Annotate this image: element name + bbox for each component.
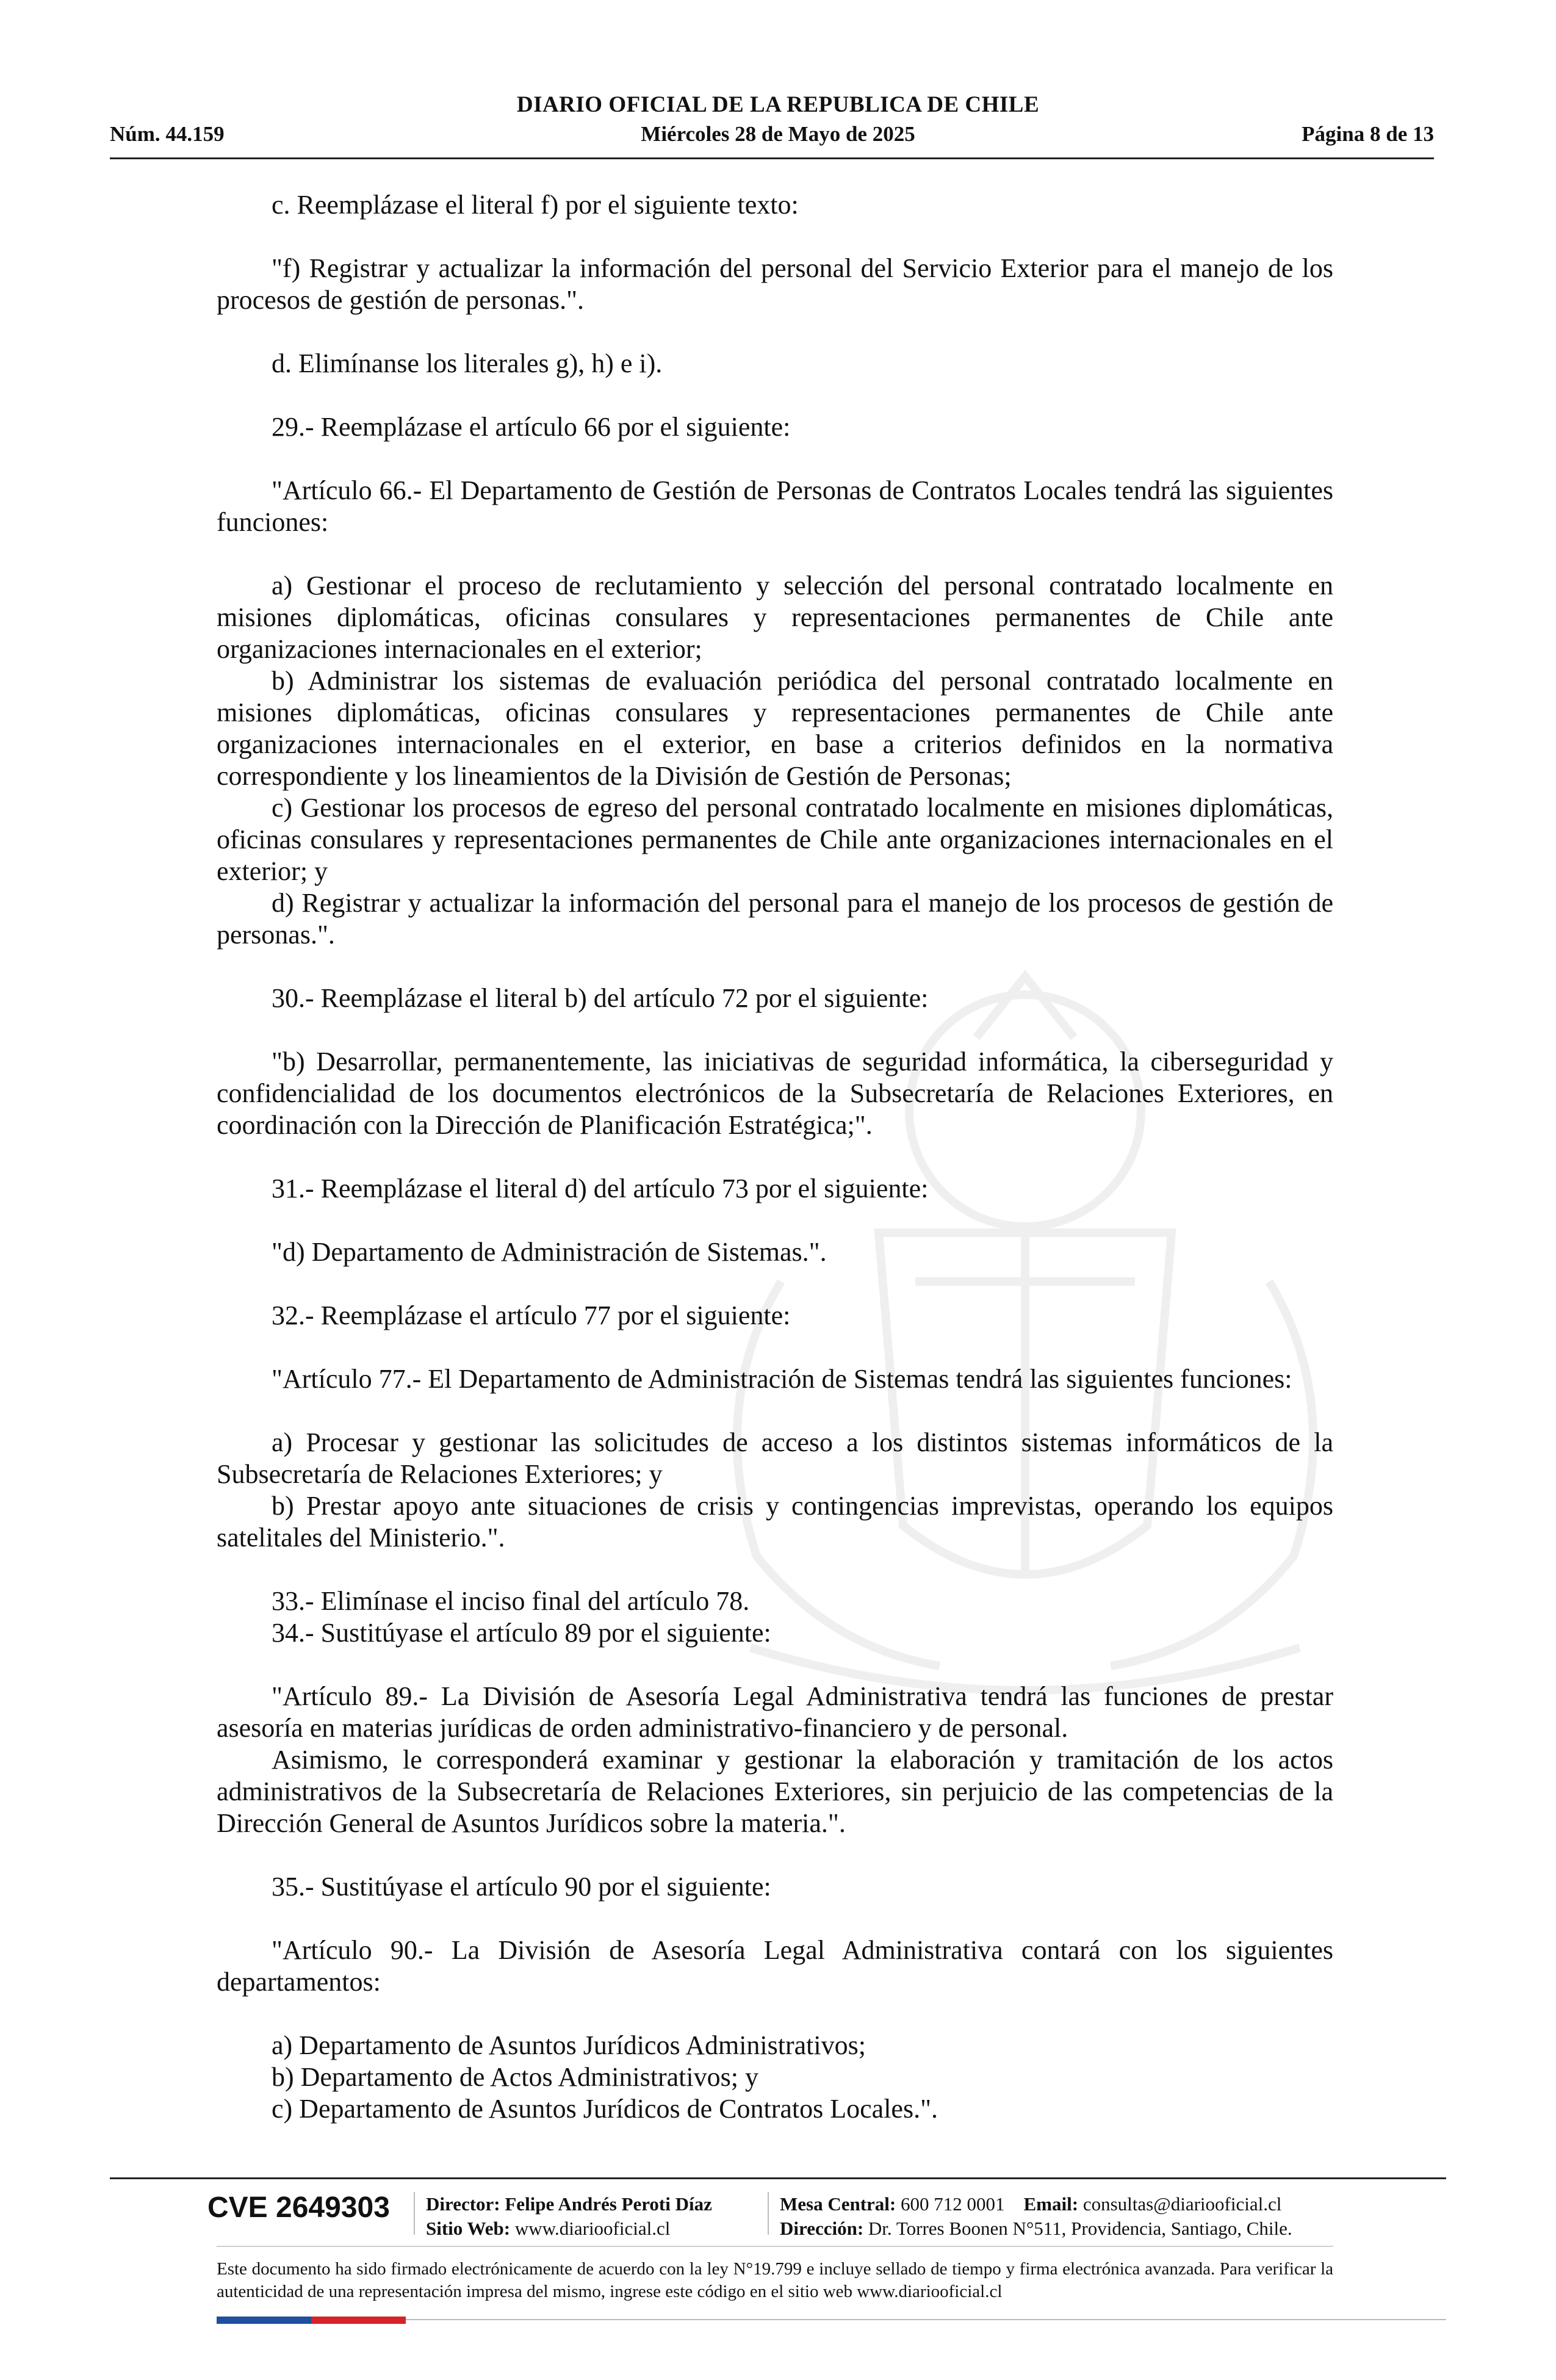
phone-label: Mesa Central: [780,2193,896,2215]
paragraph: c. Reemplázase el literal f) por el siguiente texto: [272,190,799,220]
footer-divider [110,2177,1446,2179]
footer-separator [414,2192,415,2235]
paragraph: "Artículo 90.- La División de Asesoría Legal Administrativa contará con los siguientes departamentos: [217,1935,1333,1997]
paragraph: 31.- Reemplázase el literal d) del artículo 73 por el siguiente: [272,1174,929,1203]
website-line [426,2216,712,2241]
director-label: Director: [426,2193,500,2215]
flag-blue-segment [217,2317,311,2324]
phone-number: 600 712 0001 [901,2193,1005,2215]
electronic-signature-note: Este documento ha sido firmado electrónicamente de acuerdo con la ley N°19.799 e incluye sellado de tiempo y firma electrónica avanzada. Para verificar la autenticidad de una representación impresa del mismo, ingrese este código en el sitio web www.diariooficial.cl [217,2259,1333,2301]
gazette-title: DIARIO OFICIAL DE LA REPUBLICA DE CHILE [516,92,1040,117]
footer-bottom-divider [406,2319,1446,2320]
cve-code: CVE 2649303 [207,2191,390,2224]
issue-date: Miércoles 28 de Mayo de 2025 [641,122,915,146]
email-label: Email: [1023,2193,1079,2215]
paragraph: d) Registrar y actualizar la información del personal para el manejo de los procesos de gestión de personas.". [217,888,1333,950]
issue-number: Núm. 44.159 [110,122,225,146]
paragraph: 34.- Sustitúyase el artículo 89 por el siguiente: [272,1618,771,1648]
footer-contact-info [780,2192,1292,2241]
paragraph: 30.- Reemplázase el literal b) del artículo 72 por el siguiente: [272,983,929,1013]
address-label: Dirección: [780,2218,864,2239]
page-indicator: Página 8 de 13 [1302,122,1434,146]
flag-red-segment [311,2317,406,2324]
director-name: Felipe Andrés Peroti Díaz [505,2193,712,2215]
paragraph: 33.- Elimínase el inciso final del artículo 78. [272,1586,750,1616]
paragraph: a) Departamento de Asuntos Jurídicos Administrativos; [272,2030,866,2060]
website-label: Sitio Web: [426,2218,511,2239]
paragraph: b) Departamento de Actos Administrativos; y [272,2062,758,2092]
paragraph: d. Elimínanse los literales g), h) e i). [272,348,663,378]
paragraph: "Artículo 66.- El Departamento de Gestión de Personas de Contratos Locales tendrá las siguientes funciones: [217,475,1333,537]
chile-flag-stripe [217,2317,406,2324]
contact-line [780,2192,1292,2216]
paragraph: "Artículo 77.- El Departamento de Administración de Sistemas tendrá las siguientes funciones: [272,1364,1292,1394]
document-body [217,189,1333,2125]
paragraph: "Artículo 89.- La División de Asesoría Legal Administrativa tendrá las funciones de prestar asesoría en materias jurídicas de orden administrativo-financiero y de personal. [217,1681,1333,1743]
footer-inner-divider [217,2246,1333,2247]
paragraph: "b) Desarrollar, permanentemente, las iniciativas de seguridad informática, la ciberseguridad y confidencialidad de los documentos electrónicos de la Subsecretaría de Relaciones Exteriores, en coordinación con la Dirección de Planificación Estratégica;". [217,1047,1333,1140]
address-line [780,2216,1292,2241]
paragraph: b) Administrar los sistemas de evaluación periódica del personal contratado localmente en misiones diplomáticas, oficinas consulares y representaciones permanentes de Chile ante organizaciones internacionales en el exterior, en base a criterios definidos en la normativa correspondiente y los lineamientos de la División de Gestión de Personas; [217,666,1333,791]
director-line [426,2192,712,2216]
address-text: Dr. Torres Boonen N°511, Providencia, Santiago, Chile. [868,2218,1292,2239]
paragraph: b) Prestar apoyo ante situaciones de crisis y contingencias imprevistas, operando los equipos satelitales del Ministerio.". [217,1491,1333,1552]
paragraph: "f) Registrar y actualizar la información del personal del Servicio Exterior para el manejo de los procesos de gestión de personas.". [217,253,1333,315]
website-link[interactable]: www.diariooficial.cl [514,2218,671,2239]
paragraph: Asimismo, le corresponderá examinar y gestionar la elaboración y tramitación de los actos administrativos de la Subsecretaría de Relaciones Exteriores, sin perjuicio de las competencias de la Dirección General de Asuntos Jurídicos sobre la materia.". [217,1745,1333,1838]
paragraph: a) Gestionar el proceso de reclutamiento y selección del personal contratado localmente en misiones diplomáticas, oficinas consulares y representaciones permanentes de Chile ante organizaciones internacionales en el exterior; [217,571,1333,664]
paragraph: a) Procesar y gestionar las solicitudes de acceso a los distintos sistemas informáticos de la Subsecretaría de Relaciones Exteriores; y [217,1427,1333,1489]
footer-separator [768,2192,769,2235]
paragraph: 35.- Sustitúyase el artículo 90 por el siguiente: [272,1872,771,1902]
paragraph: "d) Departamento de Administración de Sistemas.". [272,1237,827,1267]
paragraph: c) Gestionar los procesos de egreso del personal contratado localmente en misiones diplomáticas, oficinas consulares y representaciones permanentes de Chile ante organizaciones internacionales en el exterior; y [217,793,1333,886]
paragraph: 29.- Reemplázase el artículo 66 por el siguiente: [272,412,791,442]
paragraph: c) Departamento de Asuntos Jurídicos de Contratos Locales.". [272,2094,938,2124]
header-divider [110,157,1434,159]
paragraph: 32.- Reemplázase el artículo 77 por el siguiente: [272,1300,791,1330]
footer-editorial-info [426,2192,712,2241]
email-link[interactable]: consultas@diariooficial.cl [1082,2193,1282,2215]
